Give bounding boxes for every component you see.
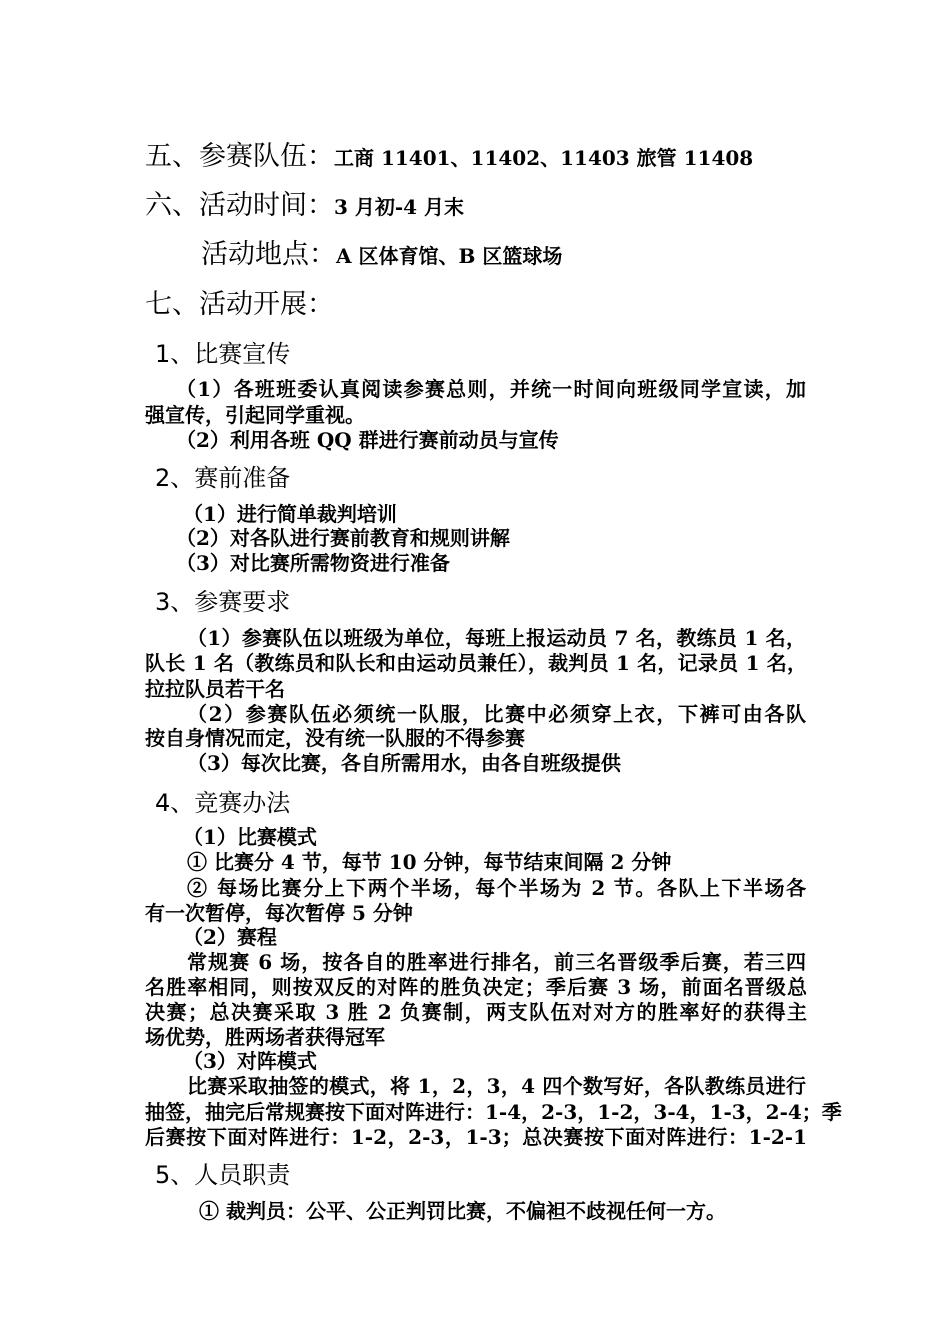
paragraph-line: （3）对阵模式 (183, 1049, 317, 1073)
paragraph-line: 常规赛 6 场，按各自的胜率进行排名，前三名晋级季后赛，若三四 (187, 950, 806, 974)
paragraph-line: （2）参赛队伍必须统一队服，比赛中必须穿上衣，下裤可由各队 (187, 702, 806, 726)
paragraph-line: （1）参赛队伍以班级为单位，每班上报运动员 7 名，教练员 1 名， (187, 626, 806, 650)
paragraph-line: 抽签，抽完后常规赛按下面对阵进行：1-4，2-3，1-2，3-4，1-3，2-4；季 (145, 1100, 842, 1124)
paragraph-line: 决赛；总决赛采取 3 胜 2 负赛制，两支队伍对对方的胜率好的获得主 (145, 1000, 807, 1024)
section-value: 工商 11401、11402、11403 旅管 11408 (334, 146, 754, 170)
paragraph-line: （1）比赛模式 (183, 825, 317, 849)
item-heading: 5、人员职责 (155, 1161, 291, 1189)
paragraph-line: （2）对各队进行赛前教育和规则讲解 (176, 526, 510, 550)
paragraph-line: ② 每场比赛分上下两个半场，每个半场为 2 节。各队上下半场各 (187, 876, 806, 900)
item-heading: 4、竞赛办法 (155, 789, 291, 817)
paragraph-line: 有一次暂停，每次暂停 5 分钟 (145, 901, 413, 925)
section-heading: 六、活动时间： (145, 190, 334, 221)
section-heading: 五、参赛队伍： (145, 141, 334, 172)
paragraph-line: （2）赛程 (183, 925, 277, 949)
paragraph-line: （1）进行简单裁判培训 (183, 502, 397, 526)
paragraph-line: ① 裁判员：公平、公正判罚比赛，不偏袒不歧视任何一方。 (199, 1199, 726, 1223)
paragraph-line: （2）利用各班 QQ 群进行赛前动员与宣传 (176, 428, 559, 452)
paragraph-line: 队长 1 名（教练员和队长和由运动员兼任），裁判员 1 名，记录员 1 名， (145, 651, 807, 675)
item-heading: 3、参赛要求 (155, 588, 291, 616)
paragraph-line: （3）每次比赛，各自所需用水，由各自班级提供 (187, 751, 621, 775)
paragraph-line: （3）对比赛所需物资进行准备 (176, 551, 450, 575)
paragraph-line: 强宣传，引起同学重视。 (145, 403, 365, 427)
section-heading: 活动地点： (201, 239, 336, 270)
section-participants (145, 134, 753, 173)
item-heading: 2、赛前准备 (155, 464, 291, 492)
paragraph-line: （1）各班班委认真阅读参赛总则，并统一时间向班级同学宣读，加 (176, 377, 806, 401)
paragraph-line: 比赛采取抽签的模式，将 1，2，3，4 四个数写好，各队教练员进行 (187, 1074, 806, 1098)
paragraph-line: 拉拉队员若干名 (145, 677, 285, 701)
section-place (201, 232, 562, 271)
paragraph-line: 按自身情况而定，没有统一队服的不得参赛 (145, 726, 525, 750)
section-activities-heading: 七、活动开展： (145, 289, 334, 320)
paragraph-line: 场优势，胜两场者获得冠军 (145, 1025, 385, 1049)
item-heading: 1、比赛宣传 (155, 340, 291, 368)
paragraph-line: 后赛按下面对阵进行：1-2，2-3，1-3；总决赛按下面对阵进行：1-2-1 (145, 1125, 807, 1149)
section-value: A 区体育馆、B 区篮球场 (336, 244, 563, 268)
section-value: 3 月初-4 月末 (334, 195, 465, 219)
section-time (145, 183, 464, 222)
paragraph-line: ① 比赛分 4 节，每节 10 分钟，每节结束间隔 2 分钟 (187, 850, 672, 874)
paragraph-line: 名胜率相同，则按双反的对阵的胜负决定；季后赛 3 场，前面名晋级总 (145, 975, 807, 999)
